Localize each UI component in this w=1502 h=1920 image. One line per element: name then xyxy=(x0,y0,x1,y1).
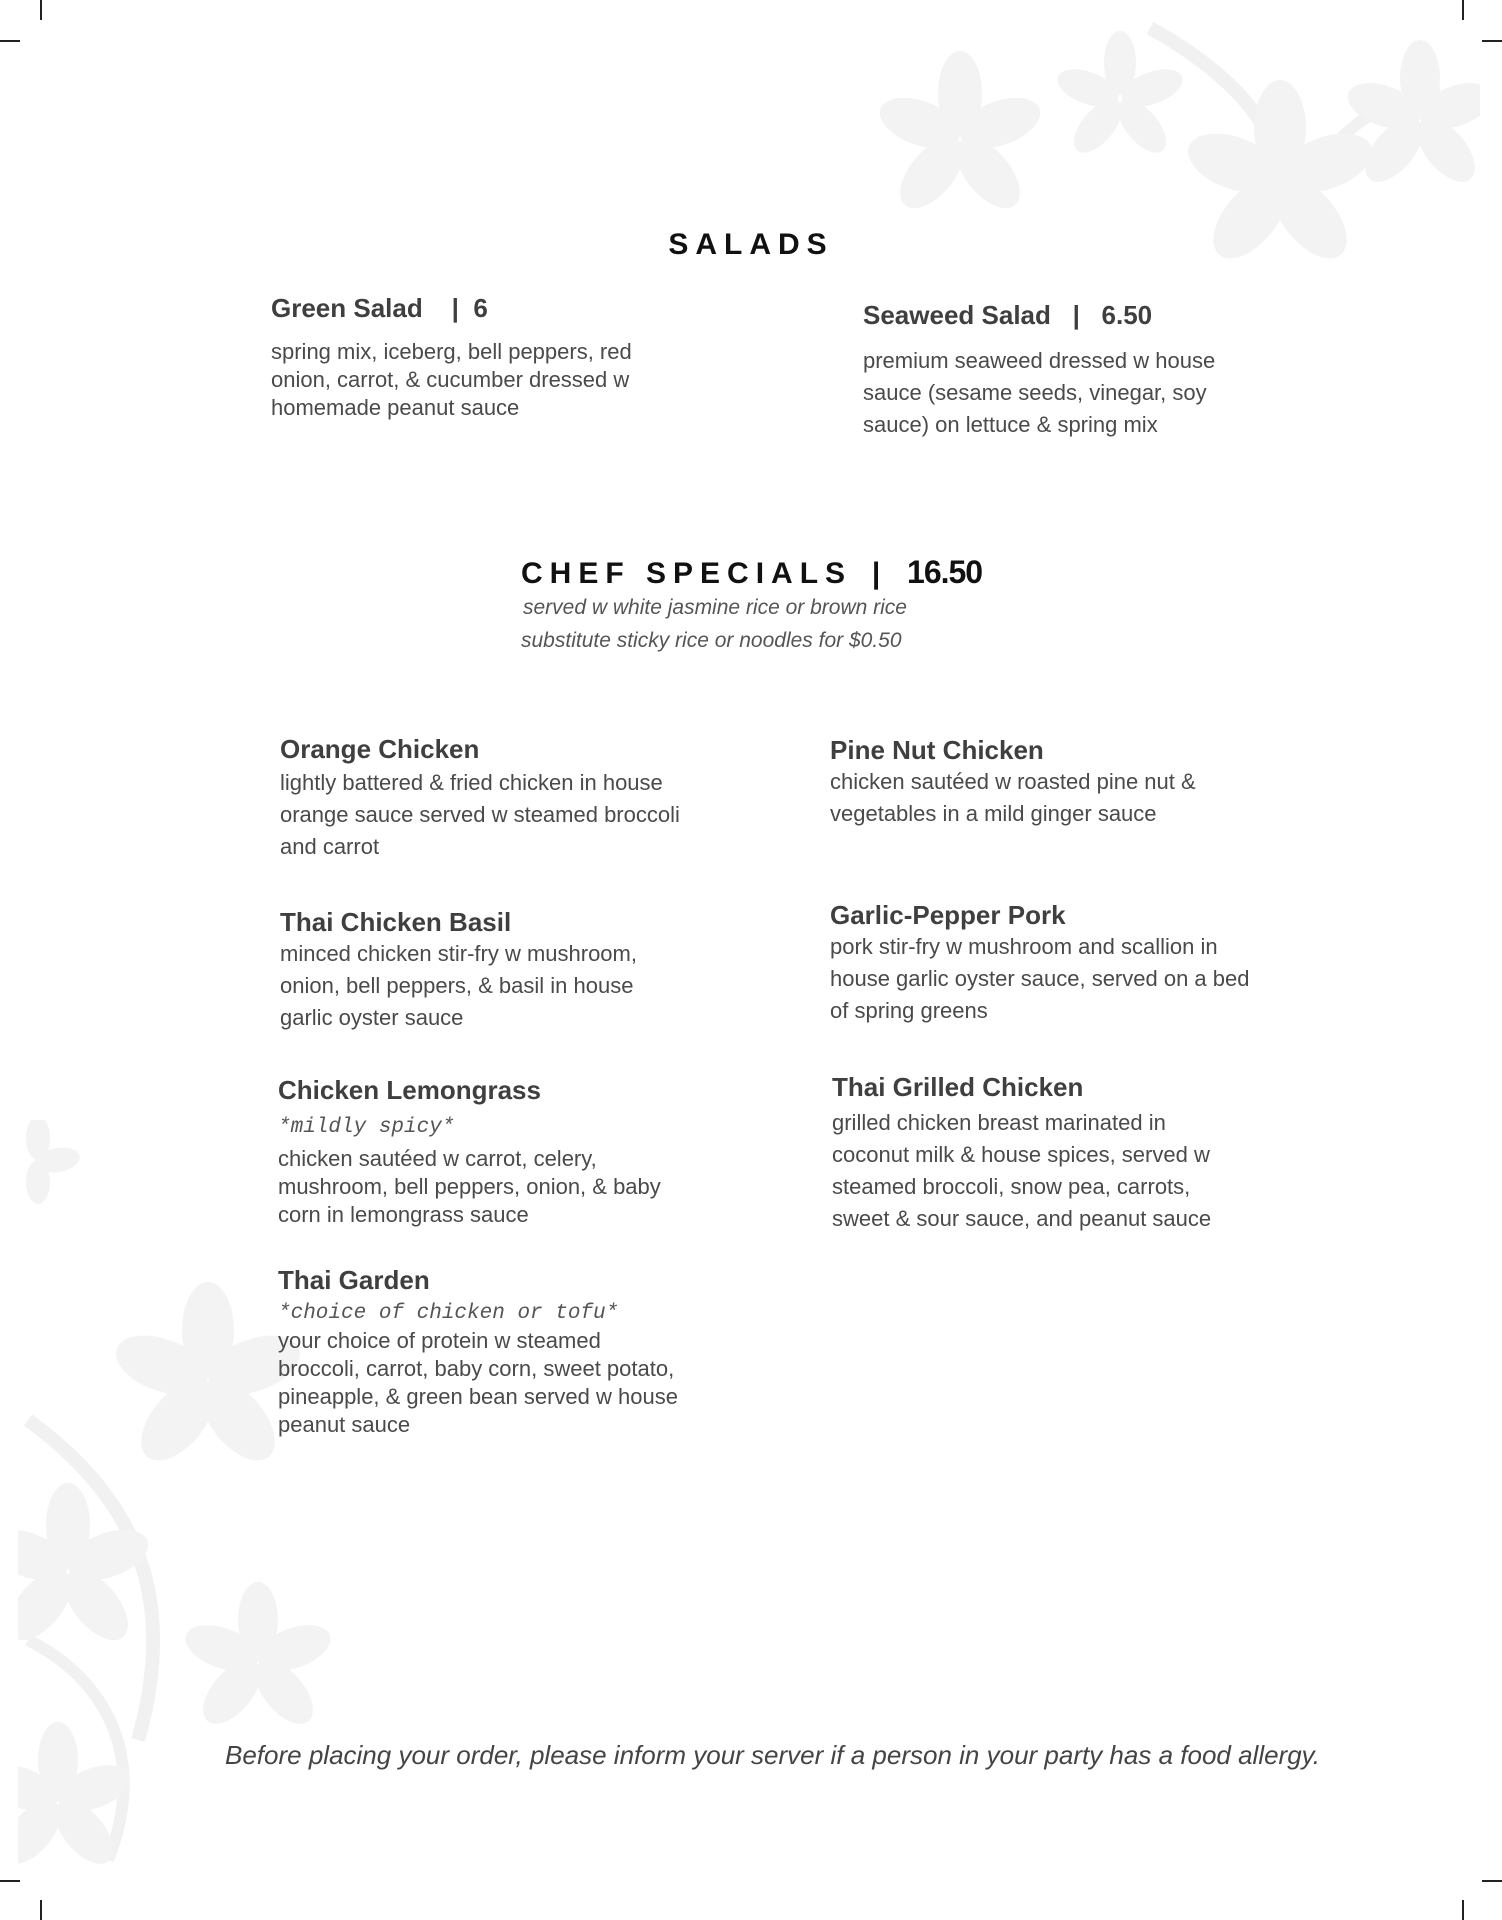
special-item-name: Thai Chicken Basil xyxy=(280,907,512,937)
crop-mark-bottom-right xyxy=(1462,1900,1464,1920)
crop-mark-bottom-left-h xyxy=(0,1880,20,1882)
price-separator: | xyxy=(856,557,903,590)
special-item-name: Chicken Lemongrass xyxy=(278,1075,541,1105)
special-item-thai-garden xyxy=(278,1265,698,1439)
special-item-name: Pine Nut Chicken xyxy=(830,735,1044,765)
special-item-garlic-pepper-pork xyxy=(830,900,1290,1027)
special-item-name: Thai Garden xyxy=(278,1265,430,1295)
special-item-description: grilled chicken breast marinated in coconut milk & house spices, served w steamed broccoli, snow pea, carrots, sweet & sour sauce, and peanut sauce xyxy=(832,1110,1212,1231)
price-separator: | xyxy=(429,293,467,323)
special-item-description: your choice of protein w steamed broccoli, carrot, baby corn, sweet potato, pineapple, & green bean served w house peanut sauce xyxy=(278,1328,678,1437)
special-item-note: *choice of chicken or tofu* xyxy=(278,1302,619,1325)
special-item-description: pork stir-fry w mushroom and scallion in house garlic oyster sauce, served on a bed of spring greens xyxy=(830,934,1250,1023)
salads-heading: SALADS xyxy=(668,228,834,261)
salad-item-description: premium seaweed dressed w house sauce (sesame seeds, vinegar, soy sauce) on lettuce & spring mix xyxy=(863,348,1216,437)
special-item-description: minced chicken stir-fry w mushroom, onion, bell peppers, & basil in house garlic oyster sauce xyxy=(280,941,637,1030)
chef-specials-note-substitute: substitute sticky rice or noodles for $0.50 xyxy=(521,629,902,652)
salad-item-price: 6.50 xyxy=(1101,300,1153,330)
special-item-orange-chicken xyxy=(280,734,700,863)
floral-watermark-top-right xyxy=(820,18,1480,318)
crop-mark-top-right xyxy=(1462,0,1464,20)
special-item-description: chicken sautéed w carrot, celery, mushroom, bell peppers, onion, & baby corn in lemongrass sauce xyxy=(278,1146,661,1227)
salad-item-name: Seaweed Salad xyxy=(863,300,1051,330)
special-item-description: chicken sautéed w roasted pine nut & vegetables in a mild ginger sauce xyxy=(830,769,1196,826)
salad-item-green xyxy=(271,293,671,422)
chef-specials-note-rice: served w white jasmine rice or brown rice xyxy=(523,596,907,619)
special-item-name: Thai Grilled Chicken xyxy=(832,1072,1084,1102)
salad-item-title xyxy=(863,300,1283,331)
chef-specials-price: 16.50 xyxy=(907,554,983,590)
chef-specials-header xyxy=(521,554,1081,591)
crop-mark-bottom-right-h xyxy=(1482,1880,1502,1882)
salad-item-seaweed xyxy=(863,300,1283,441)
special-item-note: *mildly spicy* xyxy=(278,1116,455,1139)
salad-item-description: spring mix, iceberg, bell peppers, red onion, carrot, & cucumber dressed w homemade peanut sauce xyxy=(271,339,632,420)
special-item-pine-nut-chicken xyxy=(830,735,1290,830)
special-item-chicken-lemongrass xyxy=(278,1075,698,1229)
crop-mark-top-right-h xyxy=(1482,40,1502,42)
special-item-thai-grilled-chicken xyxy=(832,1072,1292,1235)
crop-mark-top-left xyxy=(40,0,42,20)
allergy-notice: Before placing your order, please inform your server if a person in your party has a food allergy. xyxy=(225,1740,1320,1770)
special-item-description: lightly battered & fried chicken in house orange sauce served w steamed broccoli and carrot xyxy=(280,770,680,859)
crop-mark-top-left-h xyxy=(0,40,20,42)
salad-item-name: Green Salad xyxy=(271,293,423,323)
price-separator: | xyxy=(1058,300,1095,330)
crop-mark-bottom-left xyxy=(40,1900,42,1920)
special-item-name: Orange Chicken xyxy=(280,734,480,764)
chef-specials-heading: CHEF SPECIALS xyxy=(521,557,853,590)
special-item-name: Garlic-Pepper Pork xyxy=(830,900,1066,930)
special-item-thai-chicken-basil xyxy=(280,907,700,1034)
salad-item-price: 6 xyxy=(473,293,488,323)
salad-item-title xyxy=(271,293,671,324)
